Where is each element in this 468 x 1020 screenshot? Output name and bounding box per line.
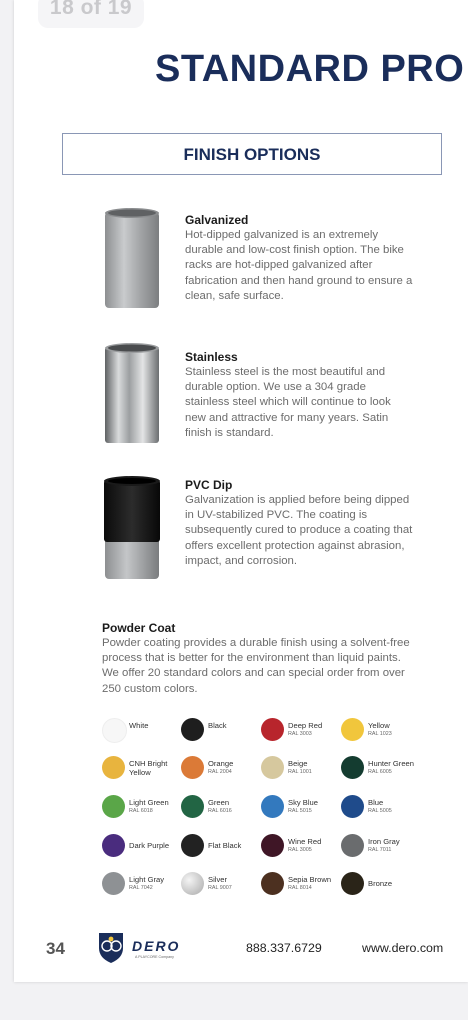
swatch-label bbox=[208, 799, 232, 815]
galvanized-sample-image bbox=[102, 206, 162, 315]
swatch-label bbox=[368, 722, 392, 738]
swatch-label bbox=[208, 842, 241, 851]
color-dot bbox=[341, 834, 364, 857]
color-dot bbox=[341, 872, 364, 895]
color-dot bbox=[341, 795, 364, 818]
swatch-name: Hunter Green bbox=[368, 759, 415, 768]
swatch-label bbox=[288, 838, 321, 854]
color-dot bbox=[181, 718, 204, 741]
swatch-label bbox=[288, 722, 322, 738]
swatch-yellow bbox=[341, 718, 421, 748]
color-dot bbox=[181, 795, 204, 818]
swatch-label bbox=[368, 838, 400, 854]
swatch-label bbox=[368, 760, 414, 776]
finish-desc-galvanized: Hot-dipped galvanized is an extremely durable and low-cost finish option. The bike racks are hot-dipped galvanized after fabrication and then hand ground to ensure a clean, safe surface. bbox=[185, 229, 413, 302]
swatch-iron-gray bbox=[341, 834, 421, 864]
swatch-name: Light Gray bbox=[129, 875, 165, 884]
swatch-label bbox=[129, 760, 179, 777]
pvc-dip-sample-image bbox=[102, 475, 162, 586]
stainless-sample-image bbox=[102, 341, 162, 450]
finish-desc-stainless: Stainless steel is the most beautiful and durable option. We use a 304 grade stainless steel which will continue to look new and attractive for many years. Satin finish is standard. bbox=[185, 366, 391, 439]
swatch-orange bbox=[181, 756, 261, 786]
swatch-code: RAL 6016 bbox=[208, 807, 232, 814]
section-title: FINISH OPTIONS bbox=[183, 145, 321, 164]
color-dot bbox=[341, 756, 364, 779]
swatch-name: Orange bbox=[208, 759, 234, 768]
swatch-label bbox=[288, 760, 312, 776]
finish-name-pvc-dip: PVC Dip bbox=[185, 478, 233, 492]
color-dot bbox=[102, 872, 125, 895]
color-dot bbox=[181, 834, 204, 857]
swatch-name: Iron Gray bbox=[368, 837, 400, 846]
brand-wordmark: DERO bbox=[132, 938, 181, 954]
swatch-name: Wine Red bbox=[288, 837, 322, 846]
swatch-name: CNH Bright Yellow bbox=[129, 759, 168, 777]
swatch-wine-red bbox=[261, 834, 341, 864]
page-number: 34 bbox=[46, 939, 65, 958]
color-dot bbox=[261, 795, 284, 818]
swatch-label bbox=[129, 722, 148, 731]
swatch-silver bbox=[181, 872, 261, 902]
powder-coat-heading: Powder Coat bbox=[102, 621, 176, 635]
swatch-label bbox=[368, 799, 392, 815]
finish-options-header bbox=[62, 133, 442, 175]
swatch-label bbox=[129, 842, 169, 851]
swatch-sepia-brown bbox=[261, 872, 341, 902]
finish-name-galvanized: Galvanized bbox=[185, 213, 249, 227]
swatch-code: RAL 9007 bbox=[208, 884, 232, 891]
color-dot bbox=[102, 834, 125, 857]
swatch-deep-red bbox=[261, 718, 341, 748]
swatch-name: Beige bbox=[288, 759, 308, 768]
swatch-name: Sepia Brown bbox=[288, 875, 332, 884]
swatch-name: Yellow bbox=[368, 721, 390, 730]
swatch-code: RAL 5015 bbox=[288, 807, 312, 814]
swatch-label bbox=[208, 722, 227, 731]
color-dot bbox=[341, 718, 364, 741]
swatch-name: Bronze bbox=[368, 879, 393, 888]
swatch-code: RAL 3003 bbox=[288, 730, 312, 737]
swatch-sky-blue bbox=[261, 795, 341, 825]
color-dot bbox=[102, 718, 127, 743]
color-dot bbox=[261, 756, 284, 779]
swatch-blue bbox=[341, 795, 421, 825]
swatch-white bbox=[102, 718, 182, 748]
swatch-label bbox=[288, 876, 331, 892]
swatch-code: RAL 5005 bbox=[368, 807, 392, 814]
color-dot bbox=[261, 872, 284, 895]
swatch-code: RAL 8014 bbox=[288, 884, 312, 891]
swatch-code: RAL 1023 bbox=[368, 730, 392, 737]
powder-coat-description: Powder coating provides a durable finish using a solvent-free process that is better for the environment than liquid paints. We offer 20 standard colors and can special order from over 250 custom colors. bbox=[102, 637, 410, 695]
color-dot bbox=[181, 756, 204, 779]
color-dot bbox=[102, 756, 125, 779]
swatch-dark-purple bbox=[102, 834, 182, 864]
finish-desc-pvc-dip: Galvanization is applied before being dipped in UV-stabilized PVC. The coating is subsequently cured to produce a coating that offers excellent protection against abrasion, impact, and corrosion. bbox=[185, 494, 413, 567]
swatch-code: RAL 3005 bbox=[288, 846, 312, 853]
website-link[interactable]: www.dero.com bbox=[362, 941, 444, 955]
swatch-label bbox=[368, 880, 392, 889]
swatch-light-green bbox=[102, 795, 182, 825]
swatch-name: Blue bbox=[368, 798, 384, 807]
swatch-label bbox=[288, 799, 318, 815]
swatch-name: Silver bbox=[208, 875, 227, 884]
color-dot bbox=[102, 795, 125, 818]
swatch-name: Sky Blue bbox=[288, 798, 318, 807]
swatch-bronze bbox=[341, 872, 421, 902]
swatch-name: Deep Red bbox=[288, 721, 323, 730]
swatch-black bbox=[181, 718, 261, 748]
swatch-label bbox=[129, 876, 164, 892]
swatch-code: RAL 7011 bbox=[368, 846, 392, 853]
swatch-code: RAL 7042 bbox=[129, 884, 153, 891]
page-counter-badge: 18 of 19 bbox=[38, 0, 144, 28]
finish-name-stainless: Stainless bbox=[185, 350, 238, 364]
color-dot bbox=[181, 872, 204, 895]
swatch-light-gray bbox=[102, 872, 182, 902]
swatch-code: RAL 2004 bbox=[208, 768, 232, 775]
swatch-cnh-bright-yellow bbox=[102, 756, 182, 786]
swatch-label bbox=[208, 876, 232, 892]
page-title: STANDARD PRO bbox=[155, 48, 465, 90]
swatch-name: White bbox=[129, 721, 149, 730]
swatch-beige bbox=[261, 756, 341, 786]
phone-number: 888.337.6729 bbox=[246, 941, 322, 955]
color-dot bbox=[261, 834, 284, 857]
document-page bbox=[14, 0, 468, 982]
swatch-green bbox=[181, 795, 261, 825]
swatch-name: Light Green bbox=[129, 798, 169, 807]
swatch-code: RAL 6018 bbox=[129, 807, 153, 814]
swatch-label bbox=[208, 760, 233, 776]
swatch-name: Green bbox=[208, 798, 230, 807]
swatch-name: Flat Black bbox=[208, 841, 242, 850]
swatch-code: RAL 6005 bbox=[368, 768, 392, 775]
swatch-name: Black bbox=[208, 721, 227, 730]
swatch-hunter-green bbox=[341, 756, 421, 786]
brand-tagline: A PLAYCORE Company bbox=[135, 955, 174, 959]
color-dot bbox=[261, 718, 284, 741]
dero-shield-logo-icon bbox=[95, 930, 127, 964]
swatch-name: Dark Purple bbox=[129, 841, 170, 850]
swatch-code: RAL 1001 bbox=[288, 768, 312, 775]
swatch-flat-black bbox=[181, 834, 261, 864]
swatch-label bbox=[129, 799, 169, 815]
